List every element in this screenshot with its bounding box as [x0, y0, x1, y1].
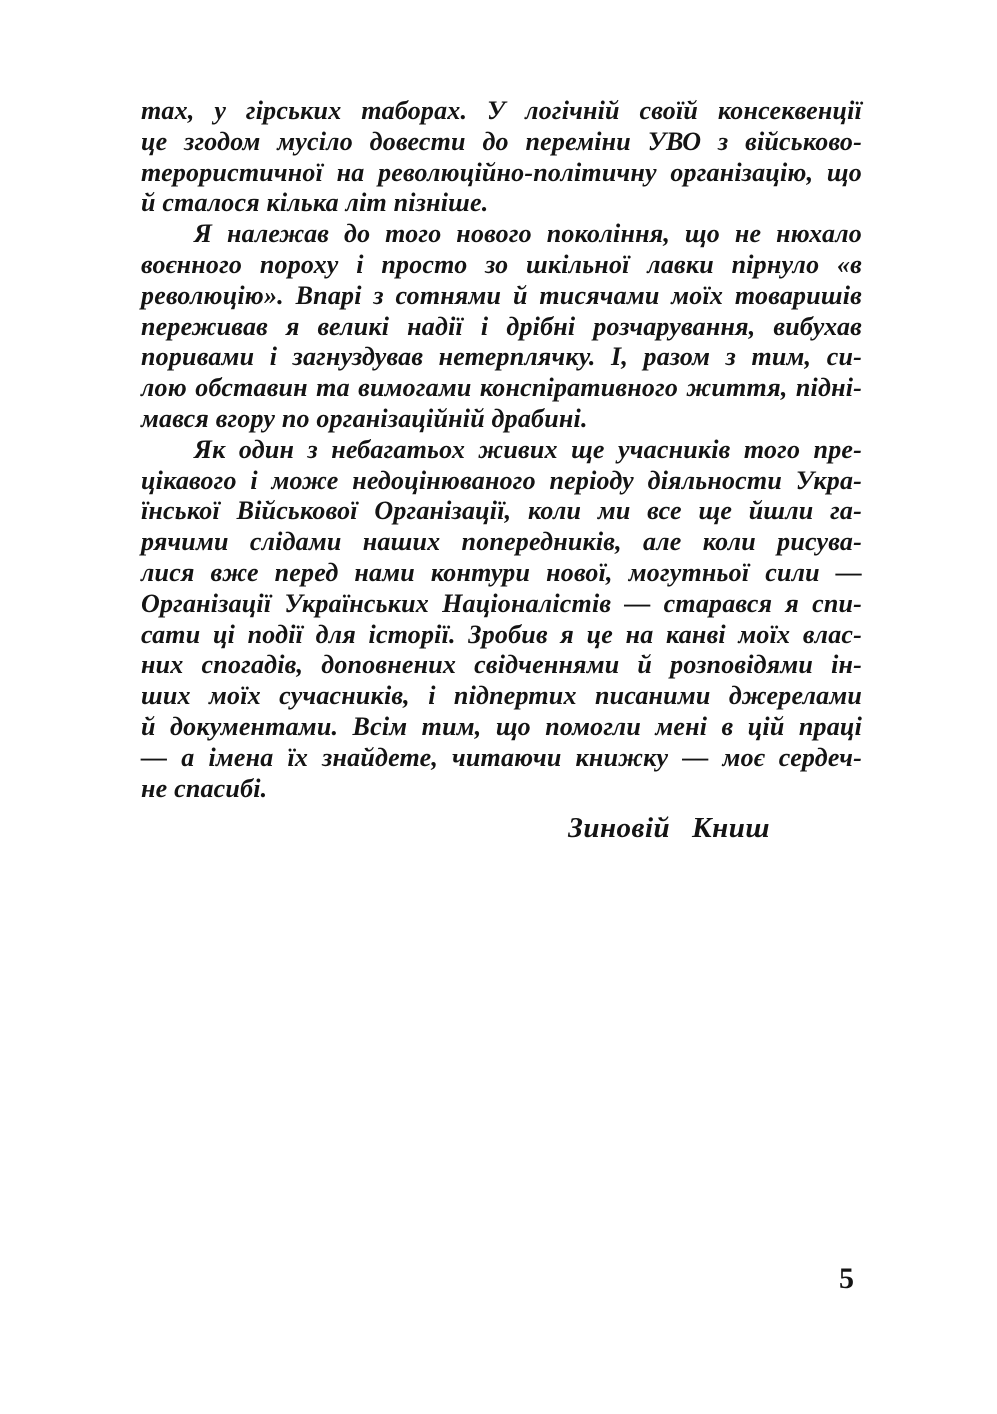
- text-line: Організації Українських Націоналістів — старався я спи-: [141, 588, 862, 618]
- text-line: не спасибі.: [141, 773, 268, 803]
- text-line: Я належав до того нового покоління, що не нюхало: [194, 219, 862, 249]
- text-line: це згодом мусіло довести до переміни УВО з військово-: [141, 126, 862, 156]
- text-line: терористичної на революційно-політичну організацію, що: [141, 157, 862, 187]
- text-line: сати ці події для історії. Зробив я це на канві моїх влас-: [141, 619, 862, 649]
- author-signature: Зиновій Книш: [568, 812, 770, 844]
- text-line: ших моїх сучасників, і підпертих писаними джерелами: [141, 681, 862, 711]
- body-text: [141, 96, 862, 804]
- text-line: цікавого і може недоцінюваного періоду діяльности Укра-: [141, 465, 862, 495]
- text-line: них спогадів, доповнених свідченнями й розповідями ін-: [141, 650, 862, 680]
- text-line: й сталося кілька літ пізніше.: [141, 188, 489, 218]
- text-line: тах, у гірських таборах. У логічній своїй консеквенції: [141, 96, 862, 125]
- text-line: переживав я великі надії і дрібні розчарування, вибухав: [141, 311, 862, 341]
- text-line: лою обставин та вимогами конспіративного життя, підні-: [141, 373, 862, 403]
- text-line: революцію». Впарі з сотнями й тисячами моїх товаришів: [141, 280, 862, 310]
- text-line: лися вже перед нами контури нової, могутньої сили —: [141, 557, 862, 587]
- text-line: поривами і загнуздував нетерплячку. І, разом з тим, си-: [141, 342, 862, 372]
- text-line: — а імена їх знайдете, читаючи книжку — моє сердеч-: [141, 742, 862, 772]
- text-line: їнської Військової Організації, коли ми все ще йшли га-: [141, 496, 862, 526]
- page-number: 5: [839, 1262, 854, 1295]
- text-line: воєнного пороху і просто зо шкільної лавки пірнуло «в: [141, 249, 862, 279]
- text-line: Як один з небагатьох живих ще учасників того пре-: [194, 434, 862, 464]
- text-line: рячими слідами наших попередників, але коли рисува-: [141, 527, 862, 557]
- text-line: й документами. Всім тим, що помогли мені в цій праці: [141, 711, 862, 741]
- text-line: мався вгору по організаційній драбині.: [141, 403, 588, 433]
